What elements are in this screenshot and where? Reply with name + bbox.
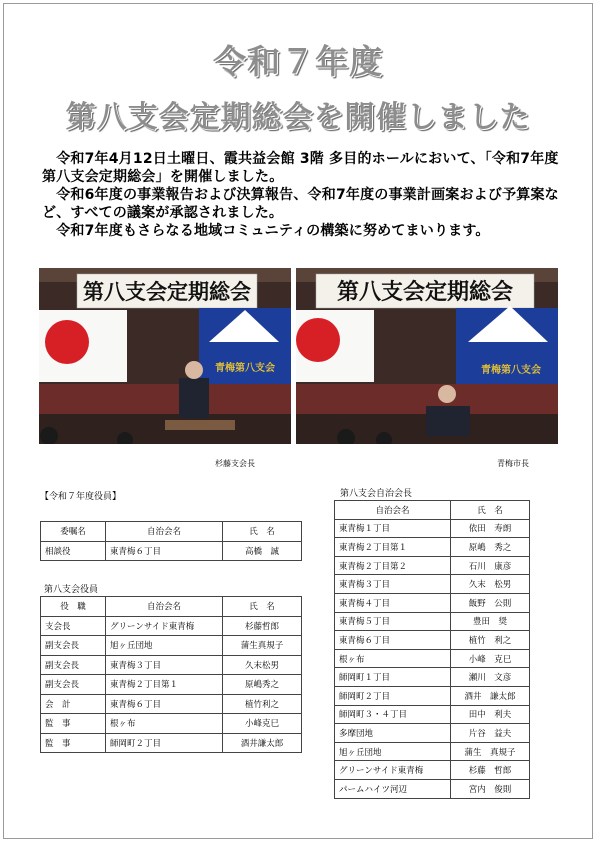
table-header-cell: 氏 名	[223, 597, 302, 617]
paragraph-1: 令和7年4月12日土曜日、霞共益会館 3階 多目的ホールにおいて、「令和7年度第八支会定期総会」を開催しました。	[42, 151, 559, 185]
banner-text: 第八支会定期総会	[83, 279, 251, 304]
table-cell: 杉藤哲郎	[223, 616, 302, 636]
table-cell: グリーンサイド東青梅	[335, 761, 451, 780]
table-header-cell: 自治会名	[106, 522, 223, 542]
table-row	[335, 742, 530, 761]
table-cell: 師岡町２丁目	[335, 686, 451, 705]
table-cell: 高橋 誠	[223, 541, 302, 561]
table-cell: 東青梅２丁目第１	[106, 675, 223, 695]
photo-shape	[438, 385, 456, 403]
table-cell: 酒井謙太郎	[223, 733, 302, 753]
table-cell: 蒲生 真規子	[451, 742, 530, 761]
table-header-cell: 氏 名	[223, 522, 302, 542]
table-row	[335, 668, 530, 687]
table-cell: 東青梅６丁目	[106, 541, 223, 561]
photo-branch-chief	[39, 268, 291, 444]
table-row	[335, 779, 530, 798]
paragraph-2: 令和6年度の事業報告および決算報告、令和7年度の事業計画案および予算案など、すべての議案が承認されました。	[42, 187, 559, 221]
table-cell: 宮内 俊則	[451, 779, 530, 798]
report-body	[42, 150, 562, 240]
table-row	[41, 733, 302, 753]
table-cell: 原嶋秀之	[223, 675, 302, 695]
table-cell: 小峰克巳	[223, 714, 302, 734]
table-cell: 副支会長	[41, 675, 106, 695]
flag-text: 青梅第八支会	[215, 363, 275, 374]
table-row	[41, 655, 302, 675]
table-cell: 豊田 奨	[451, 612, 530, 631]
table-row	[335, 556, 530, 575]
table-cell: 杉藤 哲郎	[451, 761, 530, 780]
photo-shape	[185, 361, 203, 379]
table-header-row	[41, 522, 302, 542]
table-cell: 久末松男	[223, 655, 302, 675]
photo-shape	[179, 378, 209, 418]
table-row	[335, 761, 530, 780]
table-cell: 旭ヶ丘団地	[106, 636, 223, 656]
advisor-table	[40, 521, 302, 561]
table-cell: 東青梅３丁目	[335, 575, 451, 594]
table-cell: 監 事	[41, 714, 106, 734]
table-cell: 監 事	[41, 733, 106, 753]
table-cell: 師岡町２丁目	[106, 733, 223, 753]
board-heading: 第八支会役員	[44, 585, 99, 595]
table-header-row	[335, 501, 530, 520]
table-cell: 師岡町１丁目	[335, 668, 451, 687]
table-cell: 久末 松男	[451, 575, 530, 594]
table-header-cell: 氏 名	[451, 501, 530, 520]
table-row	[335, 649, 530, 668]
table-row	[335, 575, 530, 594]
table-cell: 東青梅１丁目	[335, 519, 451, 538]
table-cell: 副支会長	[41, 655, 106, 675]
table-row	[335, 686, 530, 705]
table-cell: 石川 康彦	[451, 556, 530, 575]
table-cell: 相談役	[41, 541, 106, 561]
table-cell: 多摩団地	[335, 724, 451, 743]
table-row	[41, 636, 302, 656]
title-year: 令和７年度	[213, 42, 383, 81]
table-cell: 植竹 利之	[451, 631, 530, 650]
table-row	[41, 675, 302, 695]
table-cell: 原嶋 秀之	[451, 538, 530, 557]
table-cell: 東青梅６丁目	[106, 694, 223, 714]
table-row	[335, 519, 530, 538]
title-headline: 第八支会定期総会を開催しました	[65, 100, 531, 135]
table-cell: 小峰 克巳	[451, 649, 530, 668]
table-header-cell: 自治会名	[335, 501, 451, 520]
table-cell: 酒井 謙太郎	[451, 686, 530, 705]
board-table	[40, 596, 302, 753]
table-cell: 東青梅６丁目	[335, 631, 451, 650]
table-cell: 東青梅３丁目	[106, 655, 223, 675]
table-cell: 東青梅４丁目	[335, 593, 451, 612]
table-row	[335, 631, 530, 650]
table-cell: 根ヶ布	[106, 714, 223, 734]
table-cell: 田中 利夫	[451, 705, 530, 724]
assoc-heading: 第八支会自治会長	[340, 489, 413, 499]
table-cell: 副支会長	[41, 636, 106, 656]
table-cell: 蒲生真規子	[223, 636, 302, 656]
table-cell: 会 計	[41, 694, 106, 714]
photo-shape	[165, 420, 235, 430]
table-row	[335, 724, 530, 743]
photo-shape	[426, 406, 470, 436]
table-row	[335, 593, 530, 612]
banner-text: 第八支会定期総会	[336, 279, 514, 305]
table-cell: グリーンサイド東青梅	[106, 616, 223, 636]
table-cell: 片谷 益夫	[451, 724, 530, 743]
japan-flag-icon	[45, 320, 89, 364]
table-cell: 支会長	[41, 616, 106, 636]
table-cell: 師岡町３・４丁目	[335, 705, 451, 724]
paragraph-3: 令和7年度もさらなる地域コミュニティの構築に努めてまいります。	[56, 223, 490, 239]
table-header-cell: 役 職	[41, 597, 106, 617]
photo-shape	[39, 384, 291, 414]
table-cell: 東青梅２丁目第１	[335, 538, 451, 557]
table-cell: 東青梅２丁目第２	[335, 556, 451, 575]
table-cell: 根ヶ布	[335, 649, 451, 668]
photo-caption-2: 青梅市長	[497, 459, 529, 468]
table-cell: 飯野 公則	[451, 593, 530, 612]
officers-heading: 【令和７年度役員】	[40, 492, 122, 502]
table-header-cell: 自治会名	[106, 597, 223, 617]
photo-mayor	[296, 268, 558, 444]
table-header-cell: 委嘱名	[41, 522, 106, 542]
table-row	[335, 538, 530, 557]
table-cell: 依田 寿朗	[451, 519, 530, 538]
table-cell: パームハイツ河辺	[335, 779, 451, 798]
table-cell: 瀬川 文彦	[451, 668, 530, 687]
table-row	[41, 541, 302, 561]
table-row	[41, 694, 302, 714]
table-row	[335, 705, 530, 724]
table-row	[335, 612, 530, 631]
japan-flag-icon	[296, 318, 340, 362]
flag-text: 青梅第八支会	[481, 365, 541, 376]
table-row	[41, 714, 302, 734]
table-header-row	[41, 597, 302, 617]
photo-caption-1: 杉藤支会長	[215, 459, 255, 468]
table-cell: 東青梅５丁目	[335, 612, 451, 631]
assoc-table	[334, 500, 530, 799]
table-cell: 植竹利之	[223, 694, 302, 714]
table-row	[41, 616, 302, 636]
table-cell: 旭ヶ丘団地	[335, 742, 451, 761]
